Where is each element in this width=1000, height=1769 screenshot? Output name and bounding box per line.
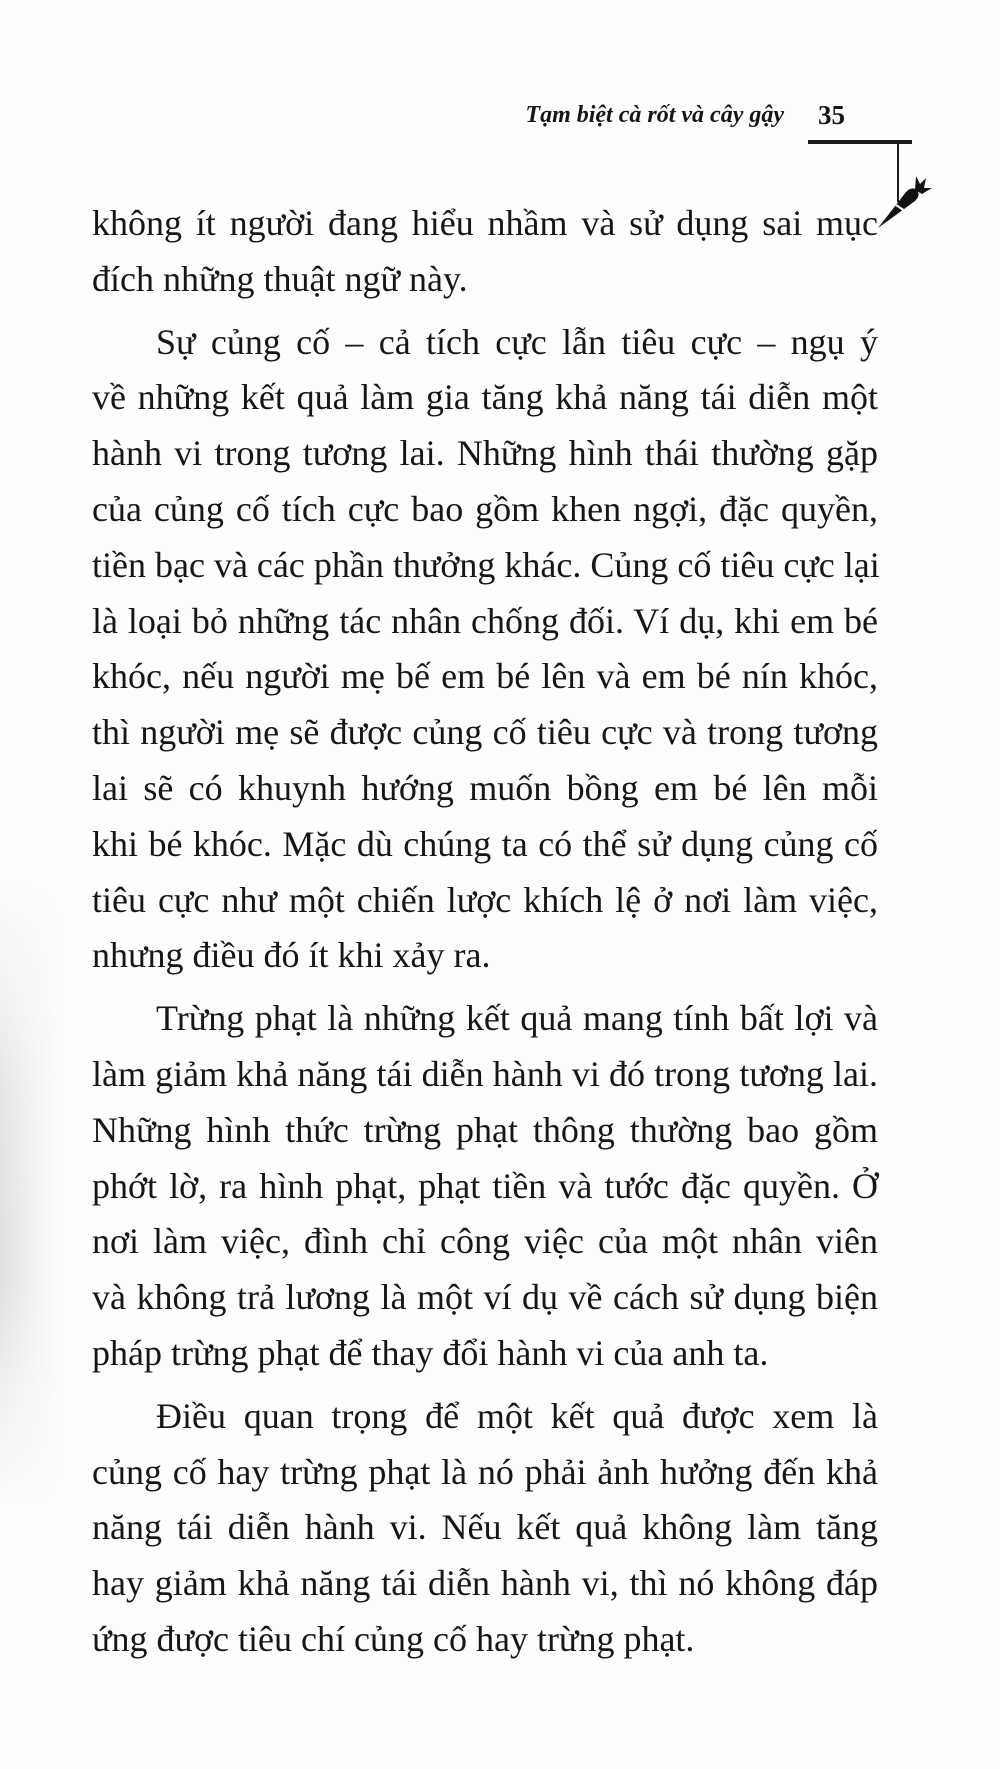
text-line: khi bé khóc. Mặc dù chúng ta có thể sử dụng củng cố xyxy=(92,823,878,864)
text-line: hành vi trong tương lai. Những hình thái thường gặp xyxy=(92,433,878,474)
text-line: lai sẽ có khuynh hướng muốn bồng em bé lên mỗi xyxy=(92,767,878,808)
text-line: khóc, nếu người mẹ bế em bé lên và em bé nín khóc, xyxy=(92,656,878,697)
running-title: Tạm biệt cà rốt và cây gậy xyxy=(525,102,784,128)
text-line: và không trả lương là một ví dụ về cách sử dụng biện xyxy=(92,1277,878,1318)
text-line: pháp trừng phạt để thay đổi hành vi của anh ta. xyxy=(92,1332,769,1373)
text-line: củng cố hay trừng phạt là nó phải ảnh hưởng đến khả xyxy=(92,1451,878,1492)
text-line: ứng được tiêu chí củng cố hay trừng phạt. xyxy=(92,1618,695,1659)
text-line: hay giảm khả năng tái diễn hành vi, thì nó không đáp xyxy=(92,1563,878,1604)
text-line: là loại bỏ những tác nhân chống đối. Ví dụ, khi em bé xyxy=(92,600,878,641)
carrot-icon xyxy=(872,168,932,234)
text-line: của củng cố tích cực bao gồm khen ngợi, đặc quyền, xyxy=(92,488,878,529)
text-line: năng tái diễn hành vi. Nếu kết quả không làm tăng xyxy=(92,1507,878,1548)
text-line: tiêu cực như một chiến lược khích lệ ở nơi làm việc, xyxy=(92,879,878,920)
page-number: 35 xyxy=(818,100,845,130)
text-line: không ít người đang hiểu nhầm và sử dụng sai mục xyxy=(92,203,878,243)
paragraph xyxy=(92,991,878,1382)
text-line: đích những thuật ngữ này. xyxy=(92,258,468,299)
text-line: Điều quan trọng để một kết quả được xem là xyxy=(156,1395,878,1436)
text-line: làm giảm khả năng tái diễn hành vi đó trong tương lai. xyxy=(92,1053,878,1094)
paragraph xyxy=(92,1389,878,1668)
text-line: về những kết quả làm gia tăng khả năng tái diễn một xyxy=(92,377,878,418)
text-line: Trừng phạt là những kết quả mang tính bất lợi và xyxy=(156,998,878,1039)
text-line: nơi làm việc, đình chỉ công việc của một nhân viên xyxy=(92,1221,878,1262)
text-line: Sự củng cố – cả tích cực lẫn tiêu cực – ngụ ý xyxy=(156,321,878,362)
text-line: phớt lờ, ra hình phạt, phạt tiền và tước đặc quyền. Ở xyxy=(92,1165,878,1206)
text-line: thì người mẹ sẽ được củng cố tiêu cực và trong tương xyxy=(92,712,878,753)
page-gutter-shadow xyxy=(0,0,60,1769)
text-line: nhưng điều đó ít khi xảy ra. xyxy=(92,935,491,976)
paragraph xyxy=(92,315,878,985)
text-line: tiền bạc và các phần thưởng khác. Củng cố tiêu cực lại xyxy=(92,544,880,585)
text-line: Những hình thức trừng phạt thông thường bao gồm xyxy=(92,1109,878,1150)
paragraph xyxy=(92,196,878,308)
body-text xyxy=(92,196,878,1668)
